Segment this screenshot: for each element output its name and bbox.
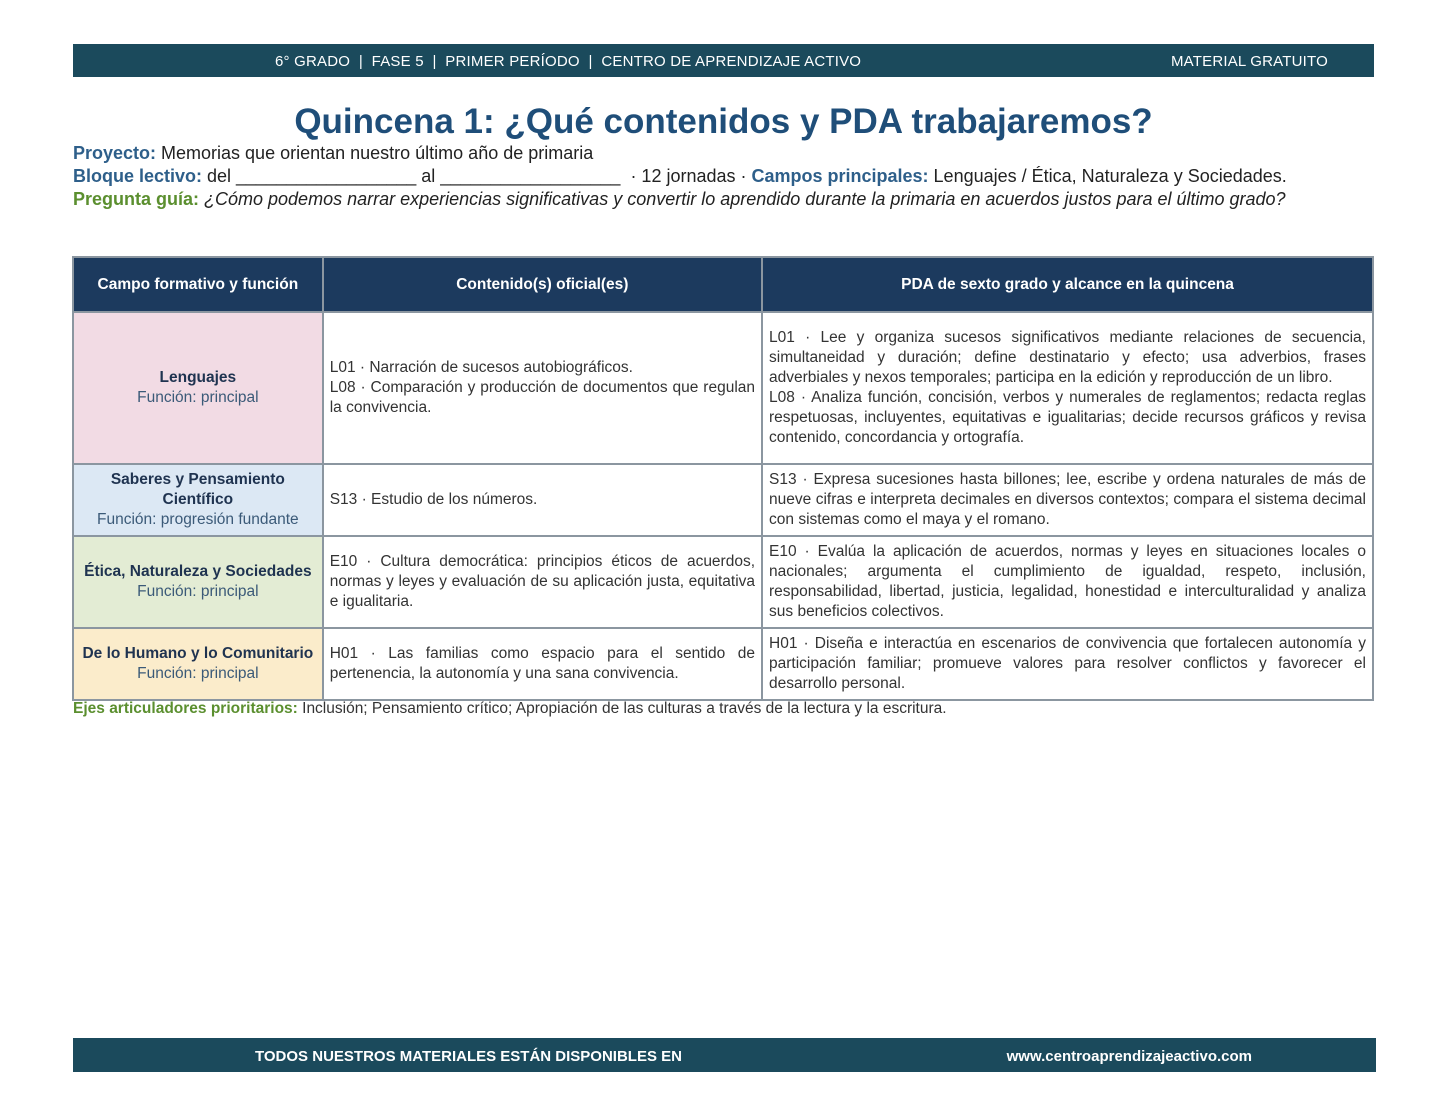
- contenido-cell: [323, 464, 762, 536]
- table-row: [73, 628, 1373, 700]
- pda-cell: [762, 536, 1373, 628]
- campo-cell: [73, 536, 323, 628]
- contenido-item: E10 · Cultura democrática: principios éticos de acuerdos, normas y leyes y evaluación de su aplicación justa, equitativa e igualitaria.: [329, 553, 756, 610]
- campo-cell: [73, 464, 323, 536]
- ejes-value: Inclusión; Pensamiento crítico; Apropiación de las culturas a través de la lectura y la escritura.: [297, 700, 947, 717]
- contents-table: [72, 256, 1374, 701]
- campos-label: Campos principales:: [751, 166, 929, 186]
- contenido-item: H01 · Las familias como espacio para el sentido de pertenencia, la autonomía y una sana convivencia.: [329, 645, 756, 682]
- proyecto-label: Proyecto:: [73, 143, 157, 163]
- contenido-item: S13 · Estudio de los números.: [329, 491, 538, 508]
- table-header-row: [73, 257, 1373, 312]
- campo-cell: [73, 312, 323, 464]
- campo-function: Función: progresión fundante: [97, 511, 299, 528]
- pda-cell: [762, 628, 1373, 700]
- table-row: [73, 312, 1373, 464]
- contenido-item: L08 · Comparación y producción de documentos que regulan la convivencia.: [329, 379, 756, 416]
- pda-cell: [762, 312, 1373, 464]
- header-contenido: Contenido(s) oficial(es): [323, 257, 762, 312]
- pda-item: S13 · Expresa sucesiones hasta billones; lee, escribe y ordena naturales de más de nueve cifras e interpreta decimales en diversos contextos; compara el sistema decimal con sistemas como el maya y el romano.: [769, 471, 1366, 528]
- campo-function: Función: principal: [137, 583, 259, 600]
- table-row: [73, 464, 1373, 536]
- table-row: [73, 536, 1373, 628]
- contenido-cell: [323, 628, 762, 700]
- project-meta: [73, 142, 1374, 211]
- ejes-articuladores: [73, 700, 1374, 718]
- top-header-bar: [73, 44, 1374, 77]
- bloque-line: [73, 165, 1374, 188]
- header-right-text: MATERIAL GRATUITO: [1170, 53, 1328, 70]
- pregunta-value: ¿Cómo podemos narrar experiencias significativas y convertir lo aprendido durante la primaria en acuerdos justos para el último grado?: [199, 189, 1286, 209]
- campo-function: Función: principal: [137, 389, 259, 406]
- pregunta-line: [73, 188, 1374, 211]
- pda-item: E10 · Evalúa la aplicación de acuerdos, normas y leyes en situaciones locales o nacionales; argumenta el cumplimiento de igualdad, respeto, inclusión, responsabilidad, libertad, justicia, legalidad, honestidad e interculturalidad y analiza sus beneficios colectivos.: [769, 543, 1366, 620]
- proyecto-line: [73, 142, 1374, 165]
- campo-name: Ética, Naturaleza y Sociedades: [84, 563, 312, 580]
- footer-website-link[interactable]: www.centroaprendizajeactivo.com: [1006, 1048, 1252, 1065]
- contenido-cell: [323, 536, 762, 628]
- header-campo: Campo formativo y función: [73, 257, 323, 312]
- campo-name: De lo Humano y lo Comunitario: [82, 645, 314, 662]
- campo-function: Función: principal: [137, 665, 259, 682]
- header-pda: PDA de sexto grado y alcance en la quincena: [762, 257, 1373, 312]
- pda-item: H01 · Diseña e interactúa en escenarios de convivencia que fortalecen autonomía y participación familiar; promueve valores para resolver conflictos y favorecer el desarrollo personal.: [769, 635, 1366, 692]
- contenido-cell: [323, 312, 762, 464]
- header-left-text: 6° GRADO | FASE 5 | PRIMER PERÍODO | CENTRO DE APRENDIZAJE ACTIVO: [275, 53, 862, 70]
- pda-cell: [762, 464, 1373, 536]
- bloque-value: del __________________ al __________________ · 12 jornadas ·: [202, 166, 752, 186]
- campo-name: Saberes y Pensamiento Científico: [110, 471, 285, 508]
- bloque-label: Bloque lectivo:: [73, 166, 203, 186]
- campo-name: Lenguajes: [159, 369, 237, 386]
- pregunta-label: Pregunta guía:: [73, 189, 200, 209]
- proyecto-value: Memorias que orientan nuestro último año de primaria: [156, 143, 594, 163]
- footer-left-text: TODOS NUESTROS MATERIALES ESTÁN DISPONIBLES EN: [255, 1048, 682, 1065]
- pda-item: L08 · Analiza función, concisión, verbos y numerales de reglamentos; redacta reglas respetuosas, incluyentes, equitativas e igualitarias; decide recursos gráficos y revisa contenido, concordancia y ortografía.: [769, 389, 1366, 446]
- page-title: Quincena 1: ¿Qué contenidos y PDA trabajaremos?: [294, 102, 1153, 141]
- campos-value: Lenguajes / Ética, Naturaleza y Sociedades.: [928, 166, 1287, 186]
- contenido-item: L01 · Narración de sucesos autobiográficos.: [329, 359, 633, 376]
- pda-item: L01 · Lee y organiza sucesos significativos mediante relaciones de secuencia, simultaneidad y duración; define destinatario y efecto; usa adverbios, frases adverbiales y nexos temporales; participa en la edición y reproducción de un libro.: [769, 329, 1366, 386]
- footer-bar: [73, 1038, 1376, 1072]
- campo-cell: [73, 628, 323, 700]
- ejes-label: Ejes articuladores prioritarios:: [73, 700, 298, 717]
